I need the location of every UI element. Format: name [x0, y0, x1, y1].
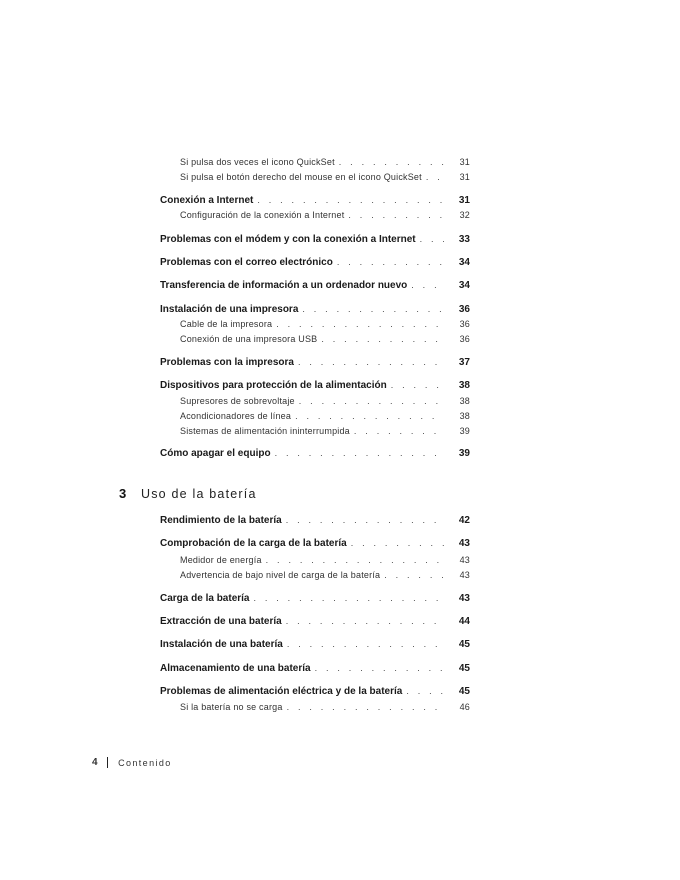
toc-entry	[160, 257, 470, 268]
toc-page-number: 42	[458, 515, 470, 526]
toc-row	[0, 357, 680, 371]
toc-entry-label: Comprobación de la carga de la batería	[160, 538, 347, 549]
dot-leader	[407, 280, 444, 290]
toc-entry-label: Problemas con el módem y con la conexión a Internet	[160, 234, 416, 245]
dot-leader	[272, 319, 444, 329]
toc-row	[0, 593, 680, 607]
toc-row	[0, 555, 680, 569]
toc-row	[0, 426, 680, 440]
toc-entry	[160, 593, 470, 604]
toc-subentry	[180, 396, 470, 406]
toc-entry-label: Conexión de una impresora USB	[180, 334, 318, 344]
dot-leader	[416, 234, 444, 244]
toc-subentry	[180, 570, 470, 580]
toc-entry-label: Si pulsa el botón derecho del mouse en el icono QuickSet	[180, 172, 422, 182]
toc-row	[0, 538, 680, 552]
dot-leader	[262, 555, 444, 565]
toc-entry	[160, 304, 470, 315]
toc-entry-label: Problemas de alimentación eléctrica y de la batería	[160, 686, 403, 697]
dot-leader	[387, 380, 444, 390]
dot-leader	[249, 593, 444, 603]
dot-leader	[282, 515, 444, 525]
toc-subentry	[180, 411, 470, 421]
dot-leader	[317, 334, 444, 344]
dot-leader	[283, 639, 444, 649]
toc-row	[0, 195, 680, 209]
toc-entry-label: Si la batería no se carga	[180, 702, 283, 712]
toc-page-number: 45	[458, 639, 470, 650]
toc-entry-label: Extracción de una batería	[160, 616, 282, 627]
toc-entry	[160, 448, 470, 459]
dot-leader	[347, 538, 444, 548]
toc-page-number: 45	[458, 686, 470, 697]
toc-page-number: 32	[459, 210, 470, 220]
toc-row	[0, 515, 680, 529]
toc-page-number: 31	[458, 195, 470, 206]
toc-entry-label: Cómo apagar el equipo	[160, 448, 271, 459]
toc-page-number: 33	[458, 234, 470, 245]
toc-row	[0, 234, 680, 248]
toc-subentry	[180, 157, 470, 167]
toc-entry-label: Carga de la batería	[160, 593, 250, 604]
toc-entry-label: Instalación de una impresora	[160, 304, 299, 315]
toc-page-number: 36	[458, 304, 470, 315]
toc-page-number: 43	[458, 538, 470, 549]
toc-page-number: 34	[458, 257, 470, 268]
toc-row	[0, 319, 680, 333]
toc-row	[0, 396, 680, 410]
dot-leader	[291, 411, 444, 421]
toc-entry-label: Dispositivos para protección de la alimentación	[160, 380, 387, 391]
chapter-number: 3	[119, 486, 127, 501]
toc-entry	[160, 686, 470, 697]
toc-subentry	[180, 172, 470, 182]
toc-entry	[160, 357, 470, 368]
toc-row	[0, 257, 680, 271]
dot-leader	[295, 396, 444, 406]
toc-page-number: 45	[458, 663, 470, 674]
chapter-heading	[119, 486, 257, 501]
toc-row	[0, 616, 680, 630]
toc-row	[0, 639, 680, 653]
toc-entry	[160, 515, 470, 526]
toc-entry-label: Rendimiento de la batería	[160, 515, 282, 526]
toc-row	[0, 663, 680, 677]
toc-row	[0, 280, 680, 294]
toc-entry-label: Transferencia de información a un ordenador nuevo	[160, 280, 408, 291]
toc-subentry	[180, 210, 470, 220]
dot-leader	[422, 172, 444, 182]
toc-entry-label: Almacenamiento de una batería	[160, 663, 311, 674]
toc-row	[0, 411, 680, 425]
toc-subentry	[180, 334, 470, 344]
toc-page-number: 39	[459, 426, 470, 436]
toc-entry	[160, 280, 470, 291]
toc-entry-label: Sistemas de alimentación ininterrumpida	[180, 426, 350, 436]
toc-entry-label: Si pulsa dos veces el icono QuickSet	[180, 157, 335, 167]
toc-entry-label: Acondicionadores de línea	[180, 411, 292, 421]
toc-page-number: 38	[459, 396, 470, 406]
toc-row	[0, 334, 680, 348]
dot-leader	[402, 686, 444, 696]
toc-entry	[160, 380, 470, 391]
toc-page-number: 34	[458, 280, 470, 291]
toc-page-number: 38	[458, 380, 470, 391]
dot-leader	[335, 157, 444, 167]
toc-page-number: 46	[459, 702, 470, 712]
dot-leader	[283, 702, 444, 712]
toc-subentry	[180, 319, 470, 329]
dot-leader	[380, 570, 444, 580]
toc-entry	[160, 639, 470, 650]
toc-entry-label: Conexión a Internet	[160, 195, 254, 206]
chapter-title: Uso de la batería	[141, 487, 257, 501]
toc-entry	[160, 616, 470, 627]
toc-page-number: 38	[459, 411, 470, 421]
toc-page-number: 31	[459, 157, 470, 167]
toc-entry	[160, 234, 470, 245]
toc-page-number: 44	[458, 616, 470, 627]
dot-leader	[253, 195, 444, 205]
toc-entry-label: Cable de la impresora	[180, 319, 273, 329]
toc-row	[0, 304, 680, 318]
toc-entry-label: Configuración de la conexión a Internet	[180, 210, 345, 220]
dot-leader	[311, 663, 444, 673]
footer-section-title: Contenido	[118, 757, 172, 768]
toc-subentry	[180, 426, 470, 436]
toc-page-number: 43	[459, 570, 470, 580]
toc-row	[0, 380, 680, 394]
footer-separator	[107, 757, 109, 768]
toc-subentry	[180, 702, 470, 712]
toc-entry-label: Supresores de sobrevoltaje	[180, 396, 295, 406]
toc-page-number: 36	[459, 334, 470, 344]
toc-row	[0, 210, 680, 224]
dot-leader	[333, 257, 444, 267]
toc-entry	[160, 538, 470, 549]
dot-leader	[298, 304, 444, 314]
toc-row	[0, 157, 680, 171]
toc-row	[0, 172, 680, 186]
toc-page-number: 43	[458, 593, 470, 604]
dot-leader	[271, 448, 444, 458]
footer-page-number: 4	[92, 757, 98, 768]
dot-leader	[282, 616, 444, 626]
toc-row	[0, 686, 680, 700]
toc-entry-label: Instalación de una batería	[160, 639, 283, 650]
toc-entry	[160, 195, 470, 206]
toc-page-number: 37	[458, 357, 470, 368]
dot-leader	[350, 426, 444, 436]
toc-entry-label: Advertencia de bajo nivel de carga de la batería	[180, 570, 381, 580]
toc-row	[0, 448, 680, 462]
toc-row	[0, 702, 680, 716]
dot-leader	[344, 210, 444, 220]
dot-leader	[294, 357, 444, 367]
toc-page-number: 39	[458, 448, 470, 459]
toc-entry-label: Problemas con el correo electrónico	[160, 257, 333, 268]
toc-page-number: 43	[459, 555, 470, 565]
toc-entry	[160, 663, 470, 674]
toc-page-number: 31	[459, 172, 470, 182]
toc-entry-label: Problemas con la impresora	[160, 357, 294, 368]
toc-row	[0, 570, 680, 584]
page-footer	[92, 757, 172, 768]
toc-entry-label: Medidor de energía	[180, 555, 262, 565]
toc-page-number: 36	[459, 319, 470, 329]
toc-subentry	[180, 555, 470, 565]
